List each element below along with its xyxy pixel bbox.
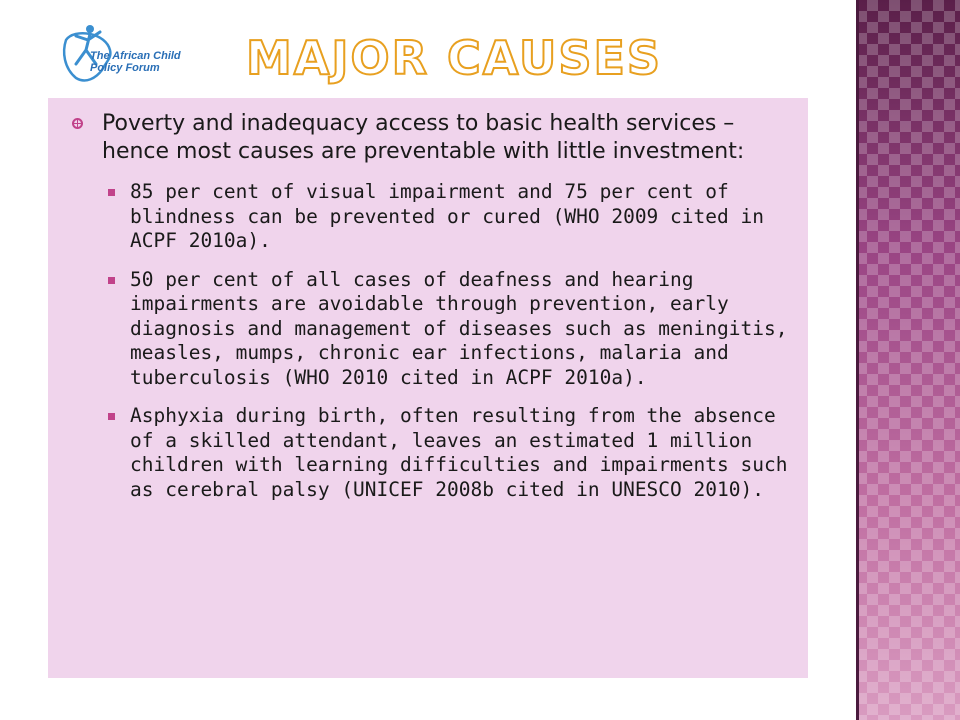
sub-bullet <box>62 180 794 254</box>
sub-bullet <box>62 268 794 391</box>
logo-line-1: The African Child <box>90 50 181 62</box>
logo <box>56 20 216 90</box>
bullet-marker-icon <box>72 118 83 129</box>
square-bullet-icon <box>108 413 115 420</box>
sub-bullet-text: 85 per cent of visual impairment and 75 per cent of blindness can be prevented or cured (WHO 2009 cited in ACPF 2010a). <box>130 180 764 252</box>
content-box <box>48 98 808 678</box>
logo-line-2: Policy Forum <box>90 62 160 74</box>
slide-title: MAJOR CAUSES <box>246 31 663 85</box>
square-bullet-icon <box>108 189 115 196</box>
main-bullet <box>62 110 794 166</box>
sub-bullet <box>62 404 794 502</box>
square-bullet-icon <box>108 277 115 284</box>
sub-bullet-text: Asphyxia during birth, often resulting from the absence of a skilled attendant, leaves an estimated 1 million children with learning difficulties and impairments such as cerebral palsy (UNICEF 2008b cited in UNESCO 2010). <box>130 404 788 501</box>
side-strip-edge <box>856 0 859 720</box>
main-bullet-text: Poverty and inadequacy access to basic health services –hence most causes are preventable with little investment: <box>102 111 745 164</box>
decorative-side-strip <box>856 0 960 720</box>
sub-bullet-text: 50 per cent of all cases of deafness and hearing impairments are avoidable through prevention, early diagnosis and management of diseases such as meningitis, measles, mumps, chronic ear infections, malaria and tuberculosis (WHO 2010 cited in ACPF 2010a). <box>130 267 788 389</box>
sub-bullet-list <box>62 180 794 502</box>
logo-text <box>90 50 220 74</box>
